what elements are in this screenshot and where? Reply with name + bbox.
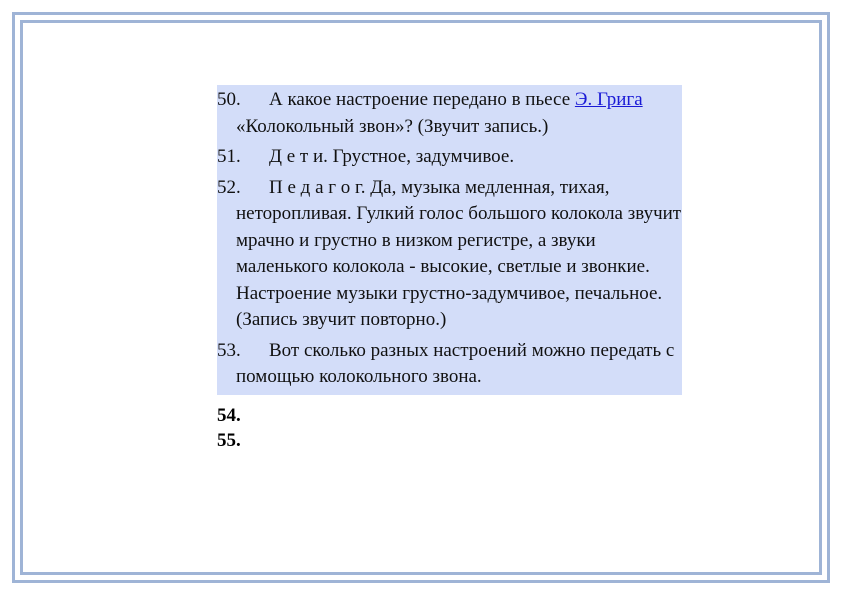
list-item-54: 54. <box>217 404 241 426</box>
item-number: 50. <box>217 89 241 110</box>
item-text: Д е т и. Грустное, задумчивое. <box>269 146 515 167</box>
list-item-55: 55. <box>217 429 241 451</box>
highlighted-text-block <box>217 85 682 395</box>
grieg-link[interactable]: Э. Грига <box>574 89 643 110</box>
item-number: 52. <box>217 176 241 198</box>
item-text-after-link: «Колокольный звон»? (Звучит запись.) <box>236 115 549 137</box>
item-text: П е д а г о г. Да, музыка медленная, тихая, неторопливая. Гулкий голос большого колокола звучит мрачно и грустно в низком регистре, а звуки маленького колокола - высокие, светлые и звонкие. Настроение музыки грустно-задумчивое, печальное. (Запись звучит повторно.) <box>236 176 682 330</box>
empty-numbered-items <box>217 403 682 453</box>
item-number: 53. <box>217 339 241 361</box>
slide-content <box>217 85 682 453</box>
list-item-52 <box>217 175 682 334</box>
list-item-53 <box>217 338 682 391</box>
item-text: А какое настроение передано в пьесе <box>269 89 575 110</box>
list-item-51 <box>217 144 682 171</box>
item-text: Вот сколько разных настроений можно передать с помощью колокольного звона. <box>236 339 675 387</box>
list-item-50 <box>217 87 682 140</box>
item-number: 51. <box>217 146 241 167</box>
